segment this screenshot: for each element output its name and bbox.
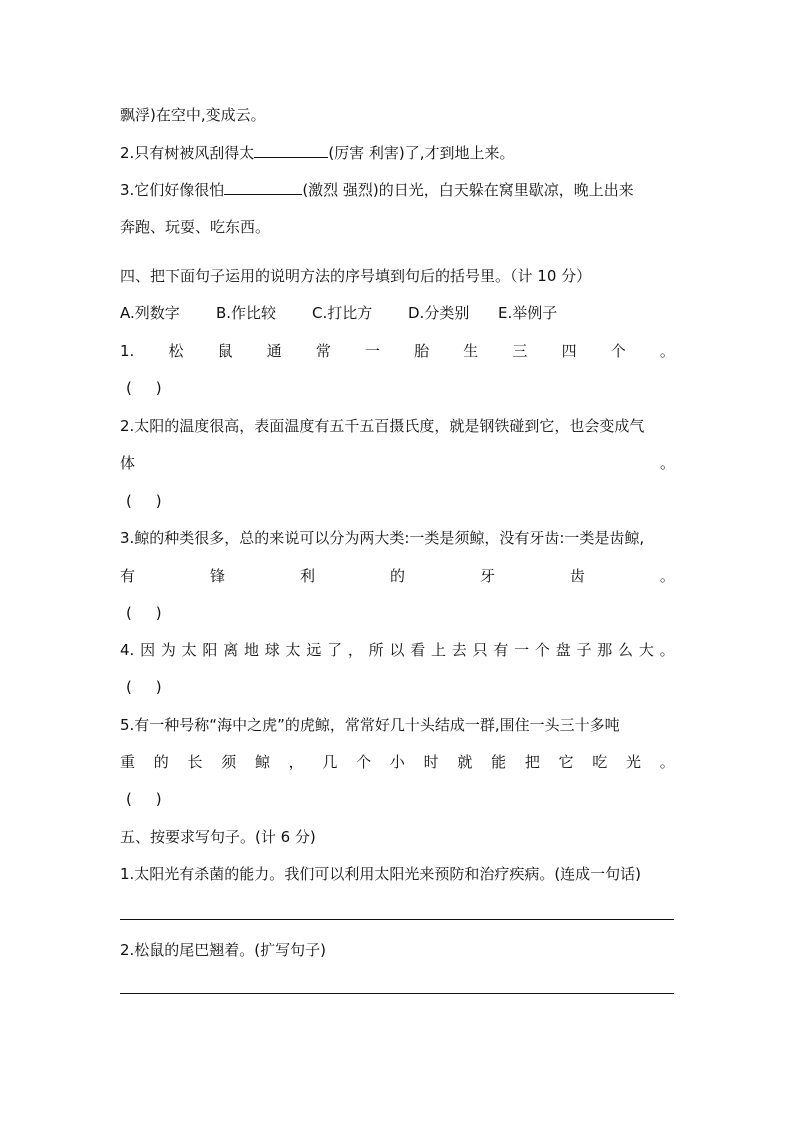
answer-line[interactable] — [120, 993, 674, 994]
answer-parentheses[interactable]: ( ) — [126, 790, 162, 808]
char: 盘 — [555, 641, 571, 659]
char: 它 — [558, 753, 574, 771]
char: 远 — [306, 641, 322, 659]
option-d: D.分类别 — [408, 304, 470, 322]
char: 锋 — [209, 567, 225, 585]
char: 么 — [618, 641, 634, 659]
q4-4-sentence — [120, 640, 675, 660]
q5-1-prompt: 1.太阳光有杀菌的能力。我们可以利用太阳光来预防和治疗疾病。(连成一句话) — [120, 865, 642, 883]
answer-line[interactable] — [120, 919, 674, 920]
char: 就 — [457, 753, 473, 771]
char: 通 — [266, 342, 282, 360]
char: 的 — [153, 753, 169, 771]
q4-5-line1: 5.有一种号称“海中之虎”的虎鲸，常常好几十头结成一群,围住一头三十多吨 — [120, 716, 620, 734]
char: 有 — [493, 641, 509, 659]
char: 须 — [221, 753, 237, 771]
char: 的 — [389, 567, 405, 585]
answer-parentheses[interactable]: ( ) — [126, 678, 162, 696]
q3-item-3-line2: 奔跑、玩耍、吃东西。 — [120, 218, 271, 236]
q4-2-line1: 2.太阳的温度很高，表面温度有五千五百摄氏度，就是钢铁碰到它，也会变成气 — [120, 417, 645, 435]
q3-item-3-pre: 3.它们好像很怕 — [120, 181, 225, 199]
q5-2-prompt: 2.松鼠的尾巴翘着。(扩写句子) — [120, 941, 327, 959]
char: 吃 — [592, 753, 608, 771]
char: 那 — [597, 641, 613, 659]
char: 一 — [514, 641, 530, 659]
q4-5-line2 — [120, 752, 675, 772]
char: 子 — [576, 641, 592, 659]
char: 松 — [168, 342, 184, 360]
char: 牙 — [479, 567, 495, 585]
char: 为 — [160, 641, 176, 659]
char: 光 — [626, 753, 642, 771]
char: 体 — [120, 454, 136, 472]
q3-item-2-pre: 2.只有树被风刮得太 — [120, 144, 255, 162]
q3-item-2 — [120, 143, 675, 163]
char: 几 — [322, 753, 338, 771]
char: 三 — [512, 342, 528, 360]
char: 齿 — [569, 567, 585, 585]
char: 大 — [638, 641, 654, 659]
char: 个 — [356, 753, 372, 771]
char: 只 — [472, 641, 488, 659]
answer-blank[interactable] — [224, 180, 302, 195]
char: 鼠 — [217, 342, 233, 360]
char: 鲸 — [254, 753, 270, 771]
char: 。 — [659, 753, 675, 771]
char: 1. — [120, 342, 135, 360]
section-5-heading: 五、按要求写句子。(计 6 分) — [120, 828, 316, 846]
q3-item-3-post: (激烈 强烈)的日光，白天躲在窝里歇凉，晚上出来 — [302, 181, 634, 199]
options-row — [120, 303, 557, 323]
char: 时 — [423, 753, 439, 771]
q4-3-line1: 3.鲸的种类很多，总的来说可以分为两大类:一类是须鲸，没有牙齿:一类是齿鲸, — [120, 529, 645, 547]
char: 太 — [181, 641, 197, 659]
char: ， — [347, 641, 363, 659]
char: 把 — [524, 753, 540, 771]
char: 长 — [187, 753, 203, 771]
char: 。 — [659, 454, 675, 472]
char: 看 — [410, 641, 426, 659]
char: 四 — [561, 342, 577, 360]
q4-3-line2 — [120, 566, 675, 586]
char: 胎 — [414, 342, 430, 360]
char: 所 — [368, 641, 384, 659]
char: 离 — [223, 641, 239, 659]
char: 常 — [315, 342, 331, 360]
answer-parentheses[interactable]: ( ) — [126, 492, 162, 510]
char: 太 — [285, 641, 301, 659]
option-e: E.举例子 — [498, 304, 558, 322]
char: 以 — [389, 641, 405, 659]
q4-2-line2 — [120, 453, 675, 473]
char: 重 — [120, 753, 136, 771]
option-b: B.作比较 — [216, 304, 277, 322]
char: 有 — [120, 567, 136, 585]
char: 。 — [659, 641, 675, 659]
char: 生 — [463, 342, 479, 360]
char: 球 — [264, 641, 280, 659]
char: 因 — [140, 641, 156, 659]
answer-blank[interactable] — [254, 143, 328, 158]
char: 4. — [120, 641, 135, 659]
char: 。 — [659, 342, 675, 360]
char: 阳 — [202, 641, 218, 659]
q4-1-sentence — [120, 341, 675, 361]
char: ， — [288, 753, 304, 771]
q3-item-2-post: (厉害 利害)了,才到地上来。 — [328, 144, 515, 162]
char: 小 — [389, 753, 405, 771]
char: 。 — [659, 567, 675, 585]
option-a: A.列数字 — [120, 304, 180, 322]
char: 个 — [610, 342, 626, 360]
section-4-heading: 四、把下面句子运用的说明方法的序号填到句后的括号里。（计 10 分） — [120, 267, 592, 285]
answer-parentheses[interactable]: ( ) — [126, 604, 162, 622]
char: 地 — [243, 641, 259, 659]
q3-item-3 — [120, 180, 675, 200]
answer-parentheses[interactable]: ( ) — [126, 379, 162, 397]
char: 去 — [451, 641, 467, 659]
char: 上 — [431, 641, 447, 659]
char: 利 — [299, 567, 315, 585]
char: 了 — [327, 641, 343, 659]
char: 一 — [365, 342, 381, 360]
char: 能 — [491, 753, 507, 771]
q3-line-cont: 飘浮)在空中,变成云。 — [120, 106, 266, 124]
option-c: C.打比方 — [312, 304, 373, 322]
char: 个 — [534, 641, 550, 659]
